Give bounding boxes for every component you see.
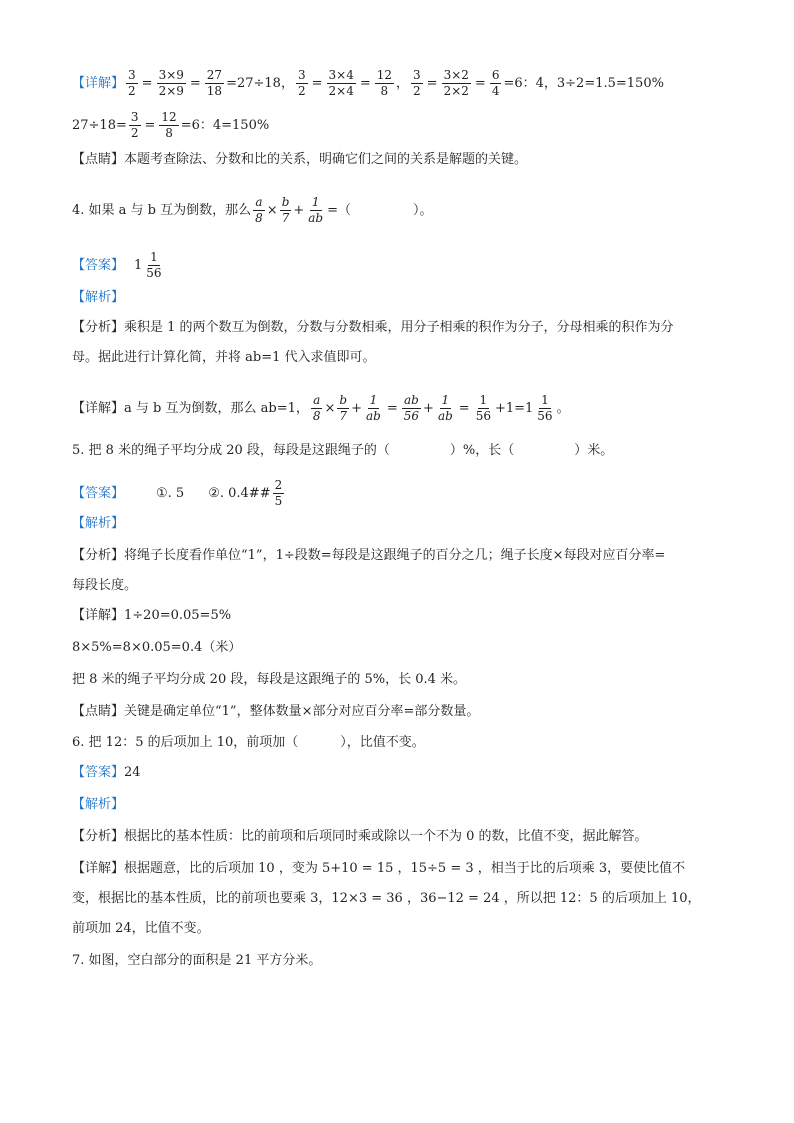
q6-analysis: 【分析】 根据比的基本性质：比的前项和后项同时乘或除以一个不为 0 的数，比值不变，据此解答。 — [72, 829, 648, 844]
q5-answer: 【答案】 ①. 5 ②. 0.4## $\frac{2}{5}$ — [72, 478, 283, 508]
fraction: $\frac{1}{ab}$ — [308, 195, 324, 225]
fraction: $\frac{12}{8}$ — [161, 110, 177, 140]
q5-detail-l3: 把 8 米的绳子平均分成 20 段，每段是这跟绳子的 5%，长 0.4 米。 — [72, 672, 467, 687]
fraction: $\frac{ab}{56}$ — [403, 393, 420, 423]
fraction: $\frac{3\times 2}{2\times 2}$ — [443, 68, 469, 98]
q3-detail-line1: 【详解】 $\frac{3}{2}$ = $\frac{3\times 9}{2\times 9}$ = $\frac{27}{18}$ =27÷18， $\frac{3}{2}$ = $\frac{3\times 4}{2\times 4}$ = $\frac{12}{8}$ ， $\frac{3}{2}$ = $\frac{3\times 2}{2\times 2}$ = $\frac{6}{4}$ =6：4，3÷2=1.5=150% — [72, 68, 664, 98]
fraction: $\frac{3}{2}$ — [128, 68, 136, 98]
fraction: $\frac{1}{ab}$ — [437, 393, 453, 423]
fraction: $\frac{b}{7}$ — [281, 195, 290, 225]
fraction: $\frac{3}{2}$ — [297, 68, 306, 98]
q4-analysis-l2: 母。据此进行计算化简，并将 ab=1 代入求值即可。 — [72, 350, 376, 365]
q3-point-line: 【点睛】 本题考查除法、分数和比的关系，明确它们之间的关系是解题的关键。 — [72, 152, 528, 167]
fraction: $\frac{6}{4}$ — [491, 68, 500, 98]
q6-detail-l1: 【详解】 根据题意，比的后项加 10 ，变为 5+10 = 15 ，15÷5 = 3 ，相当于比的后项乘 3，要使比值不 — [72, 861, 686, 876]
q5-analysis-l2: 每段长度。 — [72, 578, 138, 593]
q4-analysis-l1: 【分析】 乘积是 1 的两个数互为倒数，分数与分数相乘，用分子相乘的积作为分子，分母相乘的积作为分 — [72, 320, 674, 335]
q6-stem: 6. 把 12：5 的后项加上 10，前项加（ ），比值不变。 — [72, 735, 425, 750]
fraction: $\frac{a}{8}$ — [312, 393, 321, 423]
q4-detail: 【详解】 a 与 b 互为倒数，那么 ab=1， $\frac{a}{8}$ × $\frac{b}{7}$ + $\frac{1}{ab}$ = $\frac{ab}{56}$ + $\frac{1}{ab}$ = $\frac{1}{56}$ +1=1 $\frac{1}{56}$ 。 — [72, 393, 570, 423]
q6-detail-l2: 变，根据比的基本性质，比的前项也要乘 3，12×3 = 36 ，36−12 = 24 ，所以把 12：5 的后项加上 10， — [72, 891, 701, 906]
q5-jiexi: 【解析】 — [72, 516, 125, 531]
q6-jiexi: 【解析】 — [72, 797, 125, 812]
q5-detail-l2: 8×5%=8×0.05=0.4（米） — [72, 640, 242, 655]
fraction: $\frac{2}{5}$ — [274, 478, 283, 508]
fraction: $\frac{1}{56}$ — [146, 250, 162, 280]
q4-jiexi: 【解析】 — [72, 290, 125, 305]
fraction: $\frac{1}{56}$ — [475, 393, 491, 423]
q3-detail-line2: 27÷18= $\frac{3}{2}$ = $\frac{12}{8}$ =6：4=150% — [72, 110, 270, 140]
q4-stem: 4. 如果 a 与 b 互为倒数，那么 $\frac{a}{8}$ × $\frac{b}{7}$ + $\frac{1}{ab}$ =（ ）。 — [72, 195, 433, 225]
fraction: $\frac{1}{56}$ — [537, 393, 553, 423]
fraction: $\frac{3\times 4}{2\times 4}$ — [328, 68, 354, 98]
fraction: $\frac{27}{18}$ — [206, 68, 223, 98]
q5-stem: 5. 把 8 米的绳子平均分成 20 段，每段是这跟绳子的（ ）%，长（ ）米。 — [72, 443, 614, 458]
q6-answer: 【答案】 24 — [72, 765, 141, 780]
q5-analysis-l1: 【分析】 将绳子长度看作单位“1”，1÷段数=每段是这跟绳子的百分之几；绳子长度×每段对应百分率= — [72, 548, 666, 563]
fraction: $\frac{a}{8}$ — [255, 195, 263, 225]
q7-stem: 7. 如图，空白部分的面积是 21 平方分米。 — [72, 953, 322, 968]
fraction: $\frac{b}{7}$ — [339, 393, 348, 423]
q4-answer: 【答案】 1 $\frac{1}{56}$ — [72, 250, 162, 280]
fraction: $\frac{1}{ab}$ — [366, 393, 381, 423]
q5-point: 【点睛】 关键是确定单位“1”，整体数量×部分对应百分率=部分数量。 — [72, 704, 480, 719]
fraction: $\frac{3}{2}$ — [413, 68, 421, 98]
fraction: $\frac{12}{8}$ — [376, 68, 393, 98]
detail-tag: 【详解】 — [72, 75, 125, 91]
q6-detail-l3: 前项加 24，比值不变。 — [72, 921, 210, 936]
q5-detail-l1: 【详解】 1÷20=0.05=5% — [72, 608, 232, 623]
fraction: $\frac{3}{2}$ — [130, 110, 139, 140]
fraction: $\frac{3\times 9}{2\times 9}$ — [158, 68, 184, 98]
